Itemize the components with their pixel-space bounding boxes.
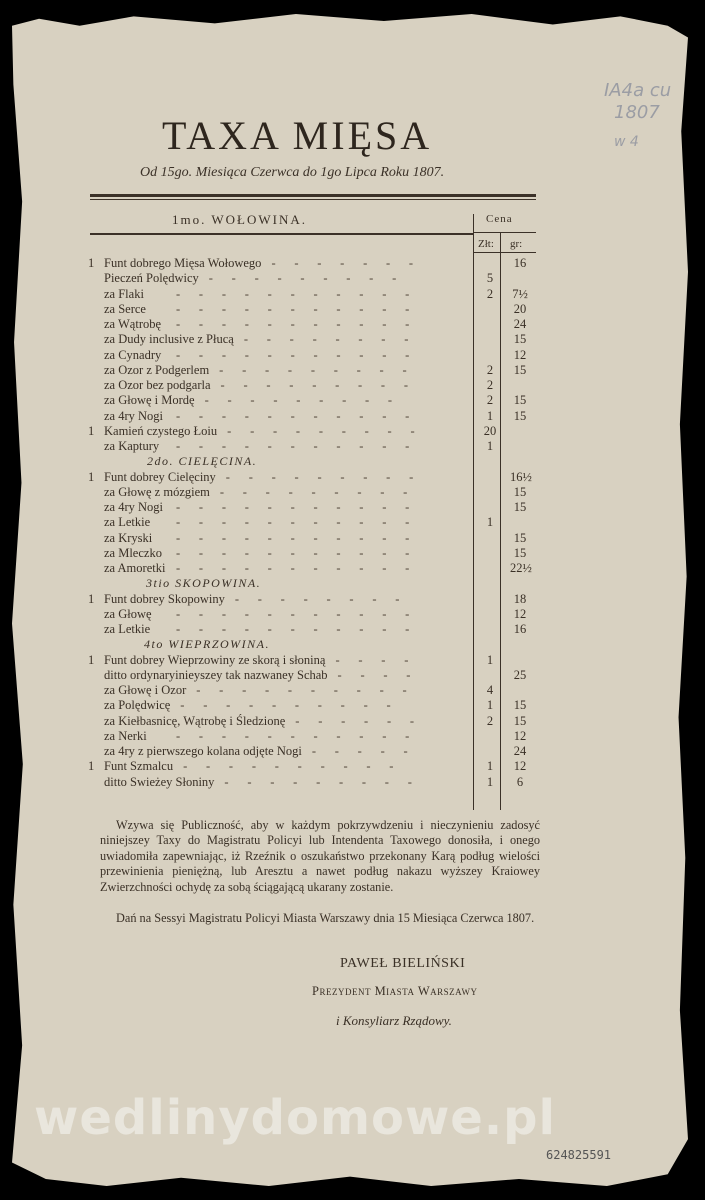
row-leader: - - - - - - - - - - - [176, 439, 429, 453]
row-leader: - - - - [337, 667, 430, 682]
table-row [0, 592, 705, 607]
row-price-zl: 2 [486, 286, 494, 301]
row-label: za Głowę z mózgiem [104, 484, 210, 499]
row-price-gr: 16 [513, 256, 527, 270]
row-leader: - - - - - - - - - - - [176, 347, 429, 362]
row-label: za Głowę [104, 606, 152, 621]
table-row [0, 348, 705, 363]
table-row [0, 500, 705, 515]
signature-name: PAWEŁ BIELIŃSKI [340, 956, 466, 971]
row-leader: - - - - [335, 652, 428, 667]
row-label: za Kaptury [104, 439, 160, 453]
row-label: Pieczeń Polędwicy [104, 271, 199, 286]
table-row [0, 515, 705, 530]
row-leader: - - - - - - - - - - [196, 683, 426, 697]
row-price-zl: 5 [486, 271, 494, 286]
col-header-zl: Złt: [478, 238, 494, 250]
row-price-gr: 20 [513, 301, 527, 316]
col-header-gr: gr: [510, 238, 523, 250]
row-price-gr: 15 [513, 408, 527, 423]
table-row [0, 332, 705, 347]
row-leader: - - - - - - - - - - [180, 698, 410, 713]
row-leader: - - - - - - - - - [219, 484, 427, 499]
row-price-gr: 15 [513, 500, 527, 514]
row-price-gr: 6 [516, 774, 524, 789]
row-price-gr: 12 [513, 759, 527, 774]
row-label: Funt dobrey Wieprzowiny ze skorą i słoniną [104, 652, 326, 667]
table-row [0, 485, 705, 500]
row-label: za Letkie [104, 622, 151, 636]
row-price-zl: 1 [486, 515, 494, 530]
notice-dated: Dań na Sessyi Magistratu Policyi Miasta Warszawy dnia 15 Miesiąca Czerwca 1807. [116, 911, 535, 925]
row-label: za Nerki [104, 728, 147, 743]
row-leader: - - - - - - - [271, 256, 432, 270]
row-price-gr: 12 [513, 728, 527, 743]
row-leader: - - - - - - - - - - - [176, 301, 429, 316]
row-label: za Głowę i Mordę [104, 393, 195, 408]
row-price-zl: 4 [486, 683, 494, 697]
row-leader: - - - - - - - - - [208, 271, 415, 286]
section-heading: 3tio SKOPOWINA. [146, 576, 262, 591]
table-row [0, 393, 705, 408]
row-price-gr: 15 [513, 484, 527, 499]
table-row [0, 531, 705, 546]
row-leader: - - - - - - - - - [219, 362, 426, 377]
row-label: Funt dobrey Cielęciny [104, 469, 216, 484]
row-leader: - - - - - - - - - - - [176, 408, 429, 423]
row-leader: - - - - - - - - - [225, 469, 433, 484]
row-price-zl: 2 [486, 362, 494, 377]
table-row [0, 744, 705, 759]
row-label: za Kryski [104, 530, 153, 545]
row-label: Funt Szmalcu [104, 759, 174, 774]
table-row [0, 317, 705, 332]
row-quantity: 1 [88, 591, 95, 606]
notice-paragraph: Wzywa się Publiczność, aby w każdym pokrzywdzeniu i nieczynieniu zadosyć niniejszey Taxy do Magistratu Policyi lub Intendenta Taxowego donosiła, i onego uwiadomiła zapewniając, iż Rzeźnik o oszukaństwo przekonany Karą podług wielości przewinienia pieniężną, lub Aresztu a nawet podług nakazu wyższey Kraiowey Zwierzchności ochydę za sobą ściągającą ukarany zostanie. [100, 818, 540, 894]
row-leader: - - - - - - - - - - - [176, 286, 429, 301]
table-row [0, 714, 705, 729]
row-label: za Dudy inclusive z Płucą [104, 332, 234, 347]
row-price-zl: 1 [486, 652, 494, 667]
row-price-gr: 24 [513, 744, 527, 758]
row-leader: - - - - - - - - - - - [176, 561, 429, 575]
section-heading-wolowina: 1mo. WOŁOWINA. [172, 212, 307, 227]
annotation-call-number: IA4a cu [604, 80, 672, 101]
table-row [0, 439, 705, 454]
row-price-zl: 2 [486, 713, 494, 728]
row-quantity: 1 [88, 423, 95, 438]
col-header-rule [474, 252, 536, 253]
signature-office: Prezydent Miasta Warszawy [312, 984, 478, 998]
row-quantity: 1 [88, 759, 95, 774]
row-label: ditto ordynaryinieyszey tak nazwaney Schab [104, 667, 328, 682]
row-leader: - - - - - - - - - - - [176, 530, 429, 545]
row-leader: - - - - - [311, 744, 427, 758]
row-label: za Wątrobę [104, 317, 162, 331]
header-rule [90, 233, 474, 235]
row-price-gr: 15 [513, 332, 527, 347]
table-row [0, 698, 705, 713]
table-row [0, 470, 705, 485]
row-price-zl: 20 [483, 423, 497, 438]
row-leader: - - - - - - - - - [227, 423, 434, 438]
table-row [0, 287, 705, 302]
row-price-gr: 15 [513, 393, 527, 408]
row-price-gr: 24 [513, 317, 527, 331]
table-row [0, 668, 705, 683]
row-price-zl: 2 [486, 393, 494, 408]
watermark: wedlinydomowe.pl [34, 1090, 556, 1146]
row-price-gr: 15 [513, 698, 527, 713]
price-header: Cena [486, 213, 513, 225]
row-leader: - - - - - - - - - - [183, 759, 413, 774]
row-quantity: 1 [88, 469, 95, 484]
row-price-gr: 12 [513, 606, 527, 621]
row-price-zl: 1 [486, 439, 494, 453]
row-label: Funt dobrego Mięsa Wołowego [104, 256, 262, 270]
row-price-zl: 2 [486, 378, 494, 392]
row-label: za Ozor z Podgerlem [104, 362, 210, 377]
signature-role: i Konsyliarz Rządowy. [336, 1013, 452, 1028]
row-label: za 4ry z pierwszego kolana odjęte Nogi [104, 744, 302, 758]
row-label: Funt dobrey Skopowiny [104, 591, 225, 606]
row-price-gr: 18 [513, 591, 527, 606]
row-label: za Letkie [104, 515, 151, 530]
row-price-gr: 15 [513, 362, 527, 377]
row-leader: - - - - - - - - [234, 591, 419, 606]
row-label: za Flaki [104, 286, 144, 301]
row-leader: - - - - - - - - - - - [176, 317, 429, 331]
row-leader: - - - - - - - - - [224, 774, 431, 789]
section-heading: 4to WIEPRZOWINA. [144, 637, 270, 652]
row-price-gr: 25 [513, 667, 527, 682]
row-label: za Polędwicę [104, 698, 171, 713]
row-leader: - - - - - - - - - - - [176, 606, 429, 621]
top-rule-thin [90, 199, 536, 200]
row-label: za Ozor bez podgarla [104, 378, 211, 392]
table-row [0, 607, 705, 622]
row-price-gr: 15 [513, 545, 527, 560]
row-leader: - - - - - - - - [243, 332, 428, 347]
row-leader: - - - - - - - - - - - [176, 728, 429, 743]
row-leader: - - - - - - - - - - - [176, 500, 429, 514]
table-row [0, 653, 705, 668]
row-price-gr: 16½ [510, 469, 532, 484]
row-label: za Cynadry [104, 347, 162, 362]
row-price-zl: 1 [486, 759, 494, 774]
document-title: TAXA MIĘSA [162, 113, 433, 158]
row-price-gr: 12 [513, 347, 527, 362]
row-price-zl: 1 [486, 698, 494, 713]
table-row [0, 561, 705, 576]
table-row [0, 409, 705, 424]
row-label: za 4ry Nogi [104, 408, 164, 423]
row-leader: - - - - - - - - - - - [176, 545, 429, 560]
row-price-gr: 16 [513, 622, 527, 636]
top-double-rule [90, 194, 536, 197]
row-label: za Kiełbasnicę, Wątrobę i Śledzionę [104, 713, 286, 728]
document-subtitle: Od 15go. Miesiąca Czerwca do 1go Lipca Roku 1807. [140, 165, 445, 180]
table-row [0, 546, 705, 561]
row-leader: - - - - - - [295, 713, 433, 728]
table-row [0, 363, 705, 378]
table-row [0, 271, 705, 286]
section-heading: 2do. CIELĘCINA. [147, 454, 258, 469]
table-row [0, 729, 705, 744]
row-quantity: 1 [88, 652, 95, 667]
row-quantity: 1 [88, 256, 95, 270]
annotation-note: w 4 [614, 134, 639, 150]
row-label: za Głowę i Ozor [104, 683, 187, 697]
row-price-zl: 1 [486, 774, 494, 789]
row-leader: - - - - - - - - - [204, 393, 411, 408]
row-leader: - - - - - - - - - - - [176, 622, 429, 636]
row-price-gr: 15 [513, 713, 527, 728]
catalog-stamp: 624825591 [546, 1148, 612, 1162]
price-header-rule [474, 232, 536, 233]
row-leader: - - - - - - - - - - - [176, 515, 429, 530]
row-label: ditto Swieżey Słoniny [104, 774, 215, 789]
table-row [0, 378, 705, 393]
row-price-zl: 1 [486, 408, 494, 423]
row-label: za Mleczko [104, 545, 162, 560]
table-row [0, 775, 705, 790]
table-row [0, 683, 705, 698]
row-label: za Serce [104, 301, 146, 316]
row-price-gr: 7½ [512, 286, 528, 301]
row-label: za 4ry Nogi [104, 500, 164, 514]
row-label: Kamień czystego Łoiu [104, 423, 218, 438]
row-price-gr: 22½ [510, 561, 532, 575]
annotation-year: 1807 [614, 102, 660, 123]
table-row [0, 759, 705, 774]
table-row [0, 302, 705, 317]
table-row [0, 622, 705, 637]
row-leader: - - - - - - - - - [220, 378, 427, 392]
row-price-gr: 15 [513, 530, 527, 545]
table-row [0, 424, 705, 439]
row-label: za Amoretki [104, 561, 166, 575]
table-row [0, 256, 705, 271]
